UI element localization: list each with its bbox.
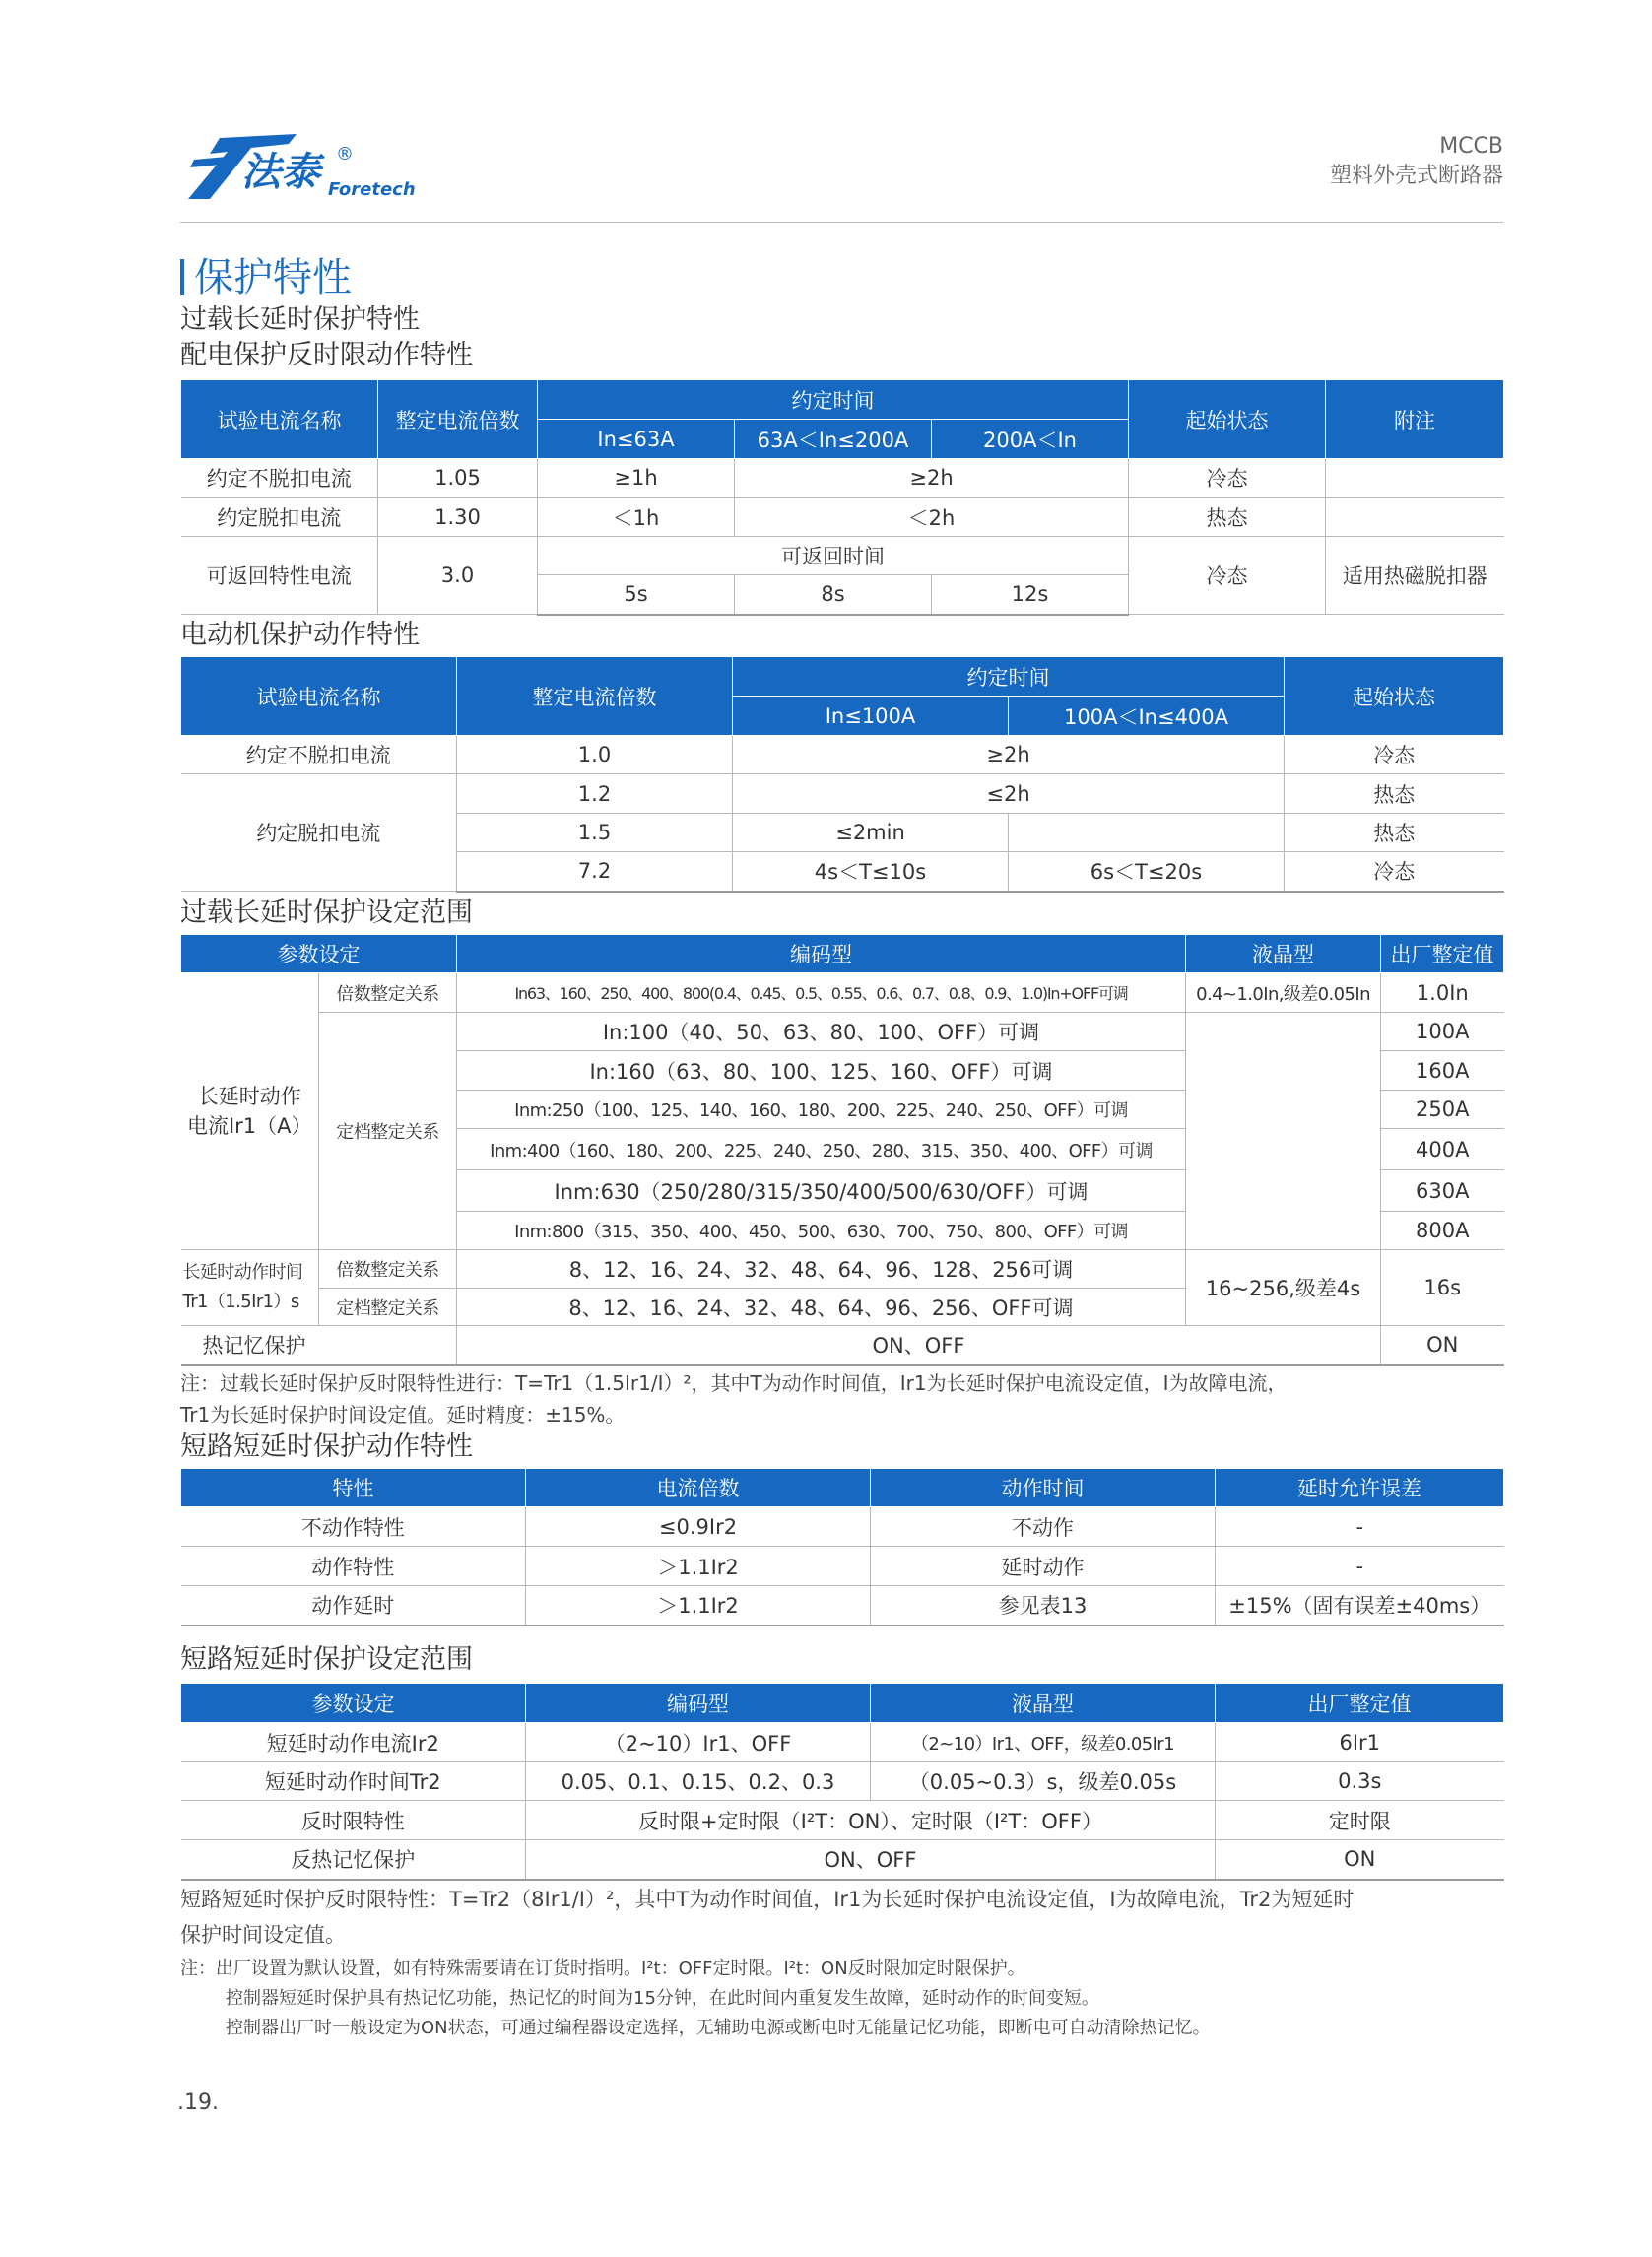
cell: 1.0: [457, 736, 733, 774]
cell: 1.2: [457, 774, 733, 814]
cell: 延时动作: [871, 1547, 1216, 1586]
cell: 倍数整定关系: [319, 1250, 457, 1289]
th-characteristic: 特性: [181, 1469, 526, 1507]
note-overload-formula: [180, 1367, 1503, 1430]
product-info: [1330, 132, 1503, 191]
th-action-time: 动作时间: [871, 1469, 1216, 1507]
cell: 反热记忆保护: [181, 1840, 526, 1880]
cell: Inm:800（315、350、400、450、500、630、700、750、800、OFF）可调: [457, 1212, 1186, 1250]
cell: 热态: [1285, 814, 1504, 852]
note-line: 保护时间设定值。: [180, 1923, 346, 1947]
table-row: [181, 774, 1504, 814]
cell: Inm:630（250/280/315/350/400/500/630/OFF）可调: [457, 1170, 1186, 1212]
th-t2: 100A＜In≤400A: [1009, 697, 1285, 736]
table-row: [181, 1547, 1504, 1586]
cell: 4s＜T≤10s: [733, 852, 1009, 892]
foretech-logo: [180, 130, 436, 209]
th-t1: In≤63A: [538, 420, 735, 459]
cell: 冷态: [1129, 537, 1326, 615]
th-code-type: 编码型: [457, 935, 1186, 973]
cell: ≤2h: [733, 774, 1285, 814]
cell: [1009, 814, 1285, 852]
header-divider: [180, 222, 1503, 223]
cell: ≥2h: [733, 736, 1285, 774]
cell: 16~256,级差4s: [1186, 1250, 1381, 1326]
table-short-delay-settings: [180, 1683, 1504, 1881]
th-conventional-time: 约定时间: [538, 380, 1129, 420]
table-row: [181, 1801, 1504, 1840]
th-tolerance: 延时允许误差: [1216, 1469, 1504, 1507]
subtitle-distribution: 配电保护反时限动作特性: [180, 340, 473, 370]
product-code: MCCB: [1439, 134, 1503, 159]
th-conventional-time: 约定时间: [733, 657, 1285, 697]
th-factory-value: 出厂整定值: [1216, 1684, 1504, 1723]
cell: ON、OFF: [526, 1840, 1216, 1880]
th-code-type: 编码型: [526, 1684, 871, 1723]
note-line: 短路短延时保护反时限特性：T=Tr2（8Ir1/I）²，其中T为动作时间值，Ir1为长延时保护电流设定值，I为故障电流，Tr2为短延时: [180, 1888, 1355, 1911]
th-multiple: 整定电流倍数: [457, 657, 733, 736]
cell: 定时限: [1216, 1801, 1504, 1840]
cell: ＜1h: [538, 498, 735, 537]
subtitle-overload: 过载长延时保护特性: [180, 304, 420, 335]
cell: 0.4~1.0In,级差0.05In: [1186, 973, 1381, 1013]
table-overload-settings: [180, 934, 1504, 1366]
cell: ≤0.9Ir2: [526, 1507, 871, 1547]
cell: 1.5: [457, 814, 733, 852]
cell: 热记忆保护: [181, 1326, 457, 1365]
cell: 冷态: [1285, 852, 1504, 892]
cell: 可返回时间: [538, 537, 1129, 575]
cell: 定档整定关系: [319, 1289, 457, 1326]
cell: 冷态: [1285, 736, 1504, 774]
cell: 0.05、0.1、0.15、0.2、0.3: [526, 1762, 871, 1801]
cell: Inm:250（100、125、140、160、180、200、225、240、250、OFF）可调: [457, 1091, 1186, 1129]
note-short-delay-formula: [180, 1882, 1503, 1953]
th-test-current: 试验电流名称: [181, 657, 457, 736]
cell: 参见表13: [871, 1586, 1216, 1626]
cell: 160A: [1381, 1051, 1504, 1091]
cell: ≥1h: [538, 459, 735, 498]
cell: 长延时动作时间 Tr1（1.5Ir1）s: [181, 1250, 319, 1326]
th-param: 参数设定: [181, 935, 457, 973]
table-distribution-protection: [180, 379, 1504, 616]
cell: In:160（63、80、100、125、160、OFF）可调: [457, 1051, 1186, 1091]
cell: ON: [1216, 1840, 1504, 1880]
cell: [1326, 498, 1504, 537]
cell: ≤2min: [733, 814, 1009, 852]
cell: 1.30: [378, 498, 538, 537]
cell: 5s: [538, 575, 735, 615]
cell: ＞1.1Ir2: [526, 1586, 871, 1626]
subtitle-short-delay-range: 短路短延时保护设定范围: [180, 1644, 473, 1675]
cell: 800A: [1381, 1212, 1504, 1250]
cell: 100A: [1381, 1013, 1504, 1051]
table-motor-protection: [180, 656, 1504, 893]
note-line: Tr1为长延时保护时间设定值。延时精度：±15%。: [180, 1403, 626, 1427]
note-line: 控制器出厂时一般设定为ON状态，可通过编程器设定选择，无辅助电源或断电时无能量记忆功能，即断电可自动清除热记忆。: [226, 2018, 1211, 2038]
cell: 630A: [1381, 1170, 1504, 1212]
cell: 冷态: [1129, 459, 1326, 498]
th-t3: 200A＜In: [932, 420, 1129, 459]
cell: 8、12、16、24、32、48、64、96、128、256可调: [457, 1250, 1186, 1289]
subtitle-short-delay: 短路短延时保护动作特性: [180, 1431, 473, 1462]
table-row: [181, 1013, 1504, 1051]
cell: In:100（40、50、63、80、100、OFF）可调: [457, 1013, 1186, 1051]
cell: 可返回特性电流: [181, 537, 378, 615]
th-initial-state: 起始状态: [1129, 380, 1326, 459]
th-lcd-type: 液晶型: [1186, 935, 1381, 973]
cell: 倍数整定关系: [319, 973, 457, 1013]
cell: -: [1216, 1547, 1504, 1586]
title-bar: [180, 259, 184, 295]
cell: 3.0: [378, 537, 538, 615]
cell: 不动作特性: [181, 1507, 526, 1547]
cell: 短延时动作电流Ir2: [181, 1723, 526, 1762]
cell: 定档整定关系: [319, 1013, 457, 1250]
th-test-current: 试验电流名称: [181, 380, 378, 459]
table-row: [181, 537, 1504, 575]
section-title: 保护特性: [180, 252, 352, 303]
th-factory-value: 出厂整定值: [1381, 935, 1504, 973]
cell: 6s＜T≤20s: [1009, 852, 1285, 892]
cell: （2~10）Ir1、OFF，级差0.05Ir1: [871, 1723, 1216, 1762]
product-name: 塑料外壳式断路器: [1329, 164, 1503, 188]
table-row: [181, 1723, 1504, 1762]
table-row: [181, 1507, 1504, 1547]
table-row: [181, 736, 1504, 774]
cell: 400A: [1381, 1129, 1504, 1170]
cell: 反时限特性: [181, 1801, 526, 1840]
cell: 动作特性: [181, 1547, 526, 1586]
cell: 约定不脱扣电流: [181, 736, 457, 774]
cell: （0.05~0.3）s，级差0.05s: [871, 1762, 1216, 1801]
th-t1: In≤100A: [733, 697, 1009, 736]
subtitle-motor: 电动机保护动作特性: [180, 620, 420, 650]
brand-cn: 法泰: [241, 150, 320, 195]
cell: ≥2h: [735, 459, 1129, 498]
registered-mark: ®: [336, 144, 354, 165]
table-row: [181, 1326, 1504, 1365]
th-param: 参数设定: [181, 1684, 526, 1723]
note-line: 控制器短延时保护具有热记忆功能，热记忆的时间为15分钟，在此时间内重复发生故障，延时动作的时间变短。: [226, 1988, 1099, 2009]
brand-en: Foretech: [328, 179, 416, 200]
cell: 反时限+定时限（I²T：ON）、定时限（I²T：OFF）: [526, 1801, 1216, 1840]
note-line: 注：过载长延时保护反时限特性进行：T=Tr1（1.5Ir1/I）²，其中T为动作时间值，Ir1为长延时保护电流设定值，I为故障电流，: [180, 1371, 1288, 1395]
table-row: [181, 498, 1504, 537]
table-row: [181, 973, 1504, 1013]
table-row: [181, 459, 1504, 498]
cell: 7.2: [457, 852, 733, 892]
cell: 短延时动作时间Tr2: [181, 1762, 526, 1801]
cell: In63、160、250、400、800(0.4、0.45、0.5、0.55、0.6、0.7、0.8、0.9、1.0)In+OFF可调: [457, 973, 1186, 1013]
cell: 250A: [1381, 1091, 1504, 1129]
note-factory-settings: [180, 1955, 1503, 2043]
cell: 6Ir1: [1216, 1723, 1504, 1762]
cell: 8、12、16、24、32、48、64、96、256、OFF可调: [457, 1289, 1186, 1326]
cell: -: [1216, 1507, 1504, 1547]
th-note: 附注: [1326, 380, 1504, 459]
subtitle-overload-range: 过载长延时保护设定范围: [180, 897, 473, 928]
cell: ON、OFF: [457, 1326, 1381, 1365]
cell: 12s: [932, 575, 1129, 615]
page-number: .19.: [177, 2091, 219, 2115]
note-line: 注：出厂设置为默认设置，如有特殊需要请在订货时指明。I²t：OFF定时限。I²t：ON反时限加定时限保护。: [180, 1958, 1025, 1979]
table-row: [181, 1840, 1504, 1880]
cell: [1326, 459, 1504, 498]
cell: 约定脱扣电流: [181, 774, 457, 892]
cell: 16s: [1381, 1250, 1504, 1326]
cell: 长延时动作 电流Ir1（A）: [181, 973, 319, 1250]
cell: 不动作: [871, 1507, 1216, 1547]
th-current-multiple: 电流倍数: [526, 1469, 871, 1507]
th-initial-state: 起始状态: [1285, 657, 1504, 736]
table-row: [181, 1586, 1504, 1626]
table-row: [181, 1250, 1504, 1289]
cell: 动作延时: [181, 1586, 526, 1626]
cell: 热态: [1129, 498, 1326, 537]
cell: 8s: [735, 575, 932, 615]
cell: 约定不脱扣电流: [181, 459, 378, 498]
cell: 约定脱扣电流: [181, 498, 378, 537]
th-multiple: 整定电流倍数: [378, 380, 538, 459]
table-row: [181, 1762, 1504, 1801]
cell: Inm:400（160、180、200、225、240、250、280、315、350、400、OFF）可调: [457, 1129, 1186, 1170]
th-t2: 63A＜In≤200A: [735, 420, 932, 459]
table-short-delay-action: [180, 1468, 1504, 1626]
cell: ＞1.1Ir2: [526, 1547, 871, 1586]
cell: 1.0In: [1381, 973, 1504, 1013]
th-lcd-type: 液晶型: [871, 1684, 1216, 1723]
cell: 适用热磁脱扣器: [1326, 537, 1504, 615]
cell: 热态: [1285, 774, 1504, 814]
cell: ＜2h: [735, 498, 1129, 537]
cell: 0.3s: [1216, 1762, 1504, 1801]
page-header: [180, 120, 1503, 219]
cell: ON: [1381, 1326, 1504, 1365]
cell: （2~10）Ir1、OFF: [526, 1723, 871, 1762]
cell: ±15%（固有误差±40ms）: [1216, 1586, 1504, 1626]
cell: 1.05: [378, 459, 538, 498]
cell: [1186, 1013, 1381, 1250]
